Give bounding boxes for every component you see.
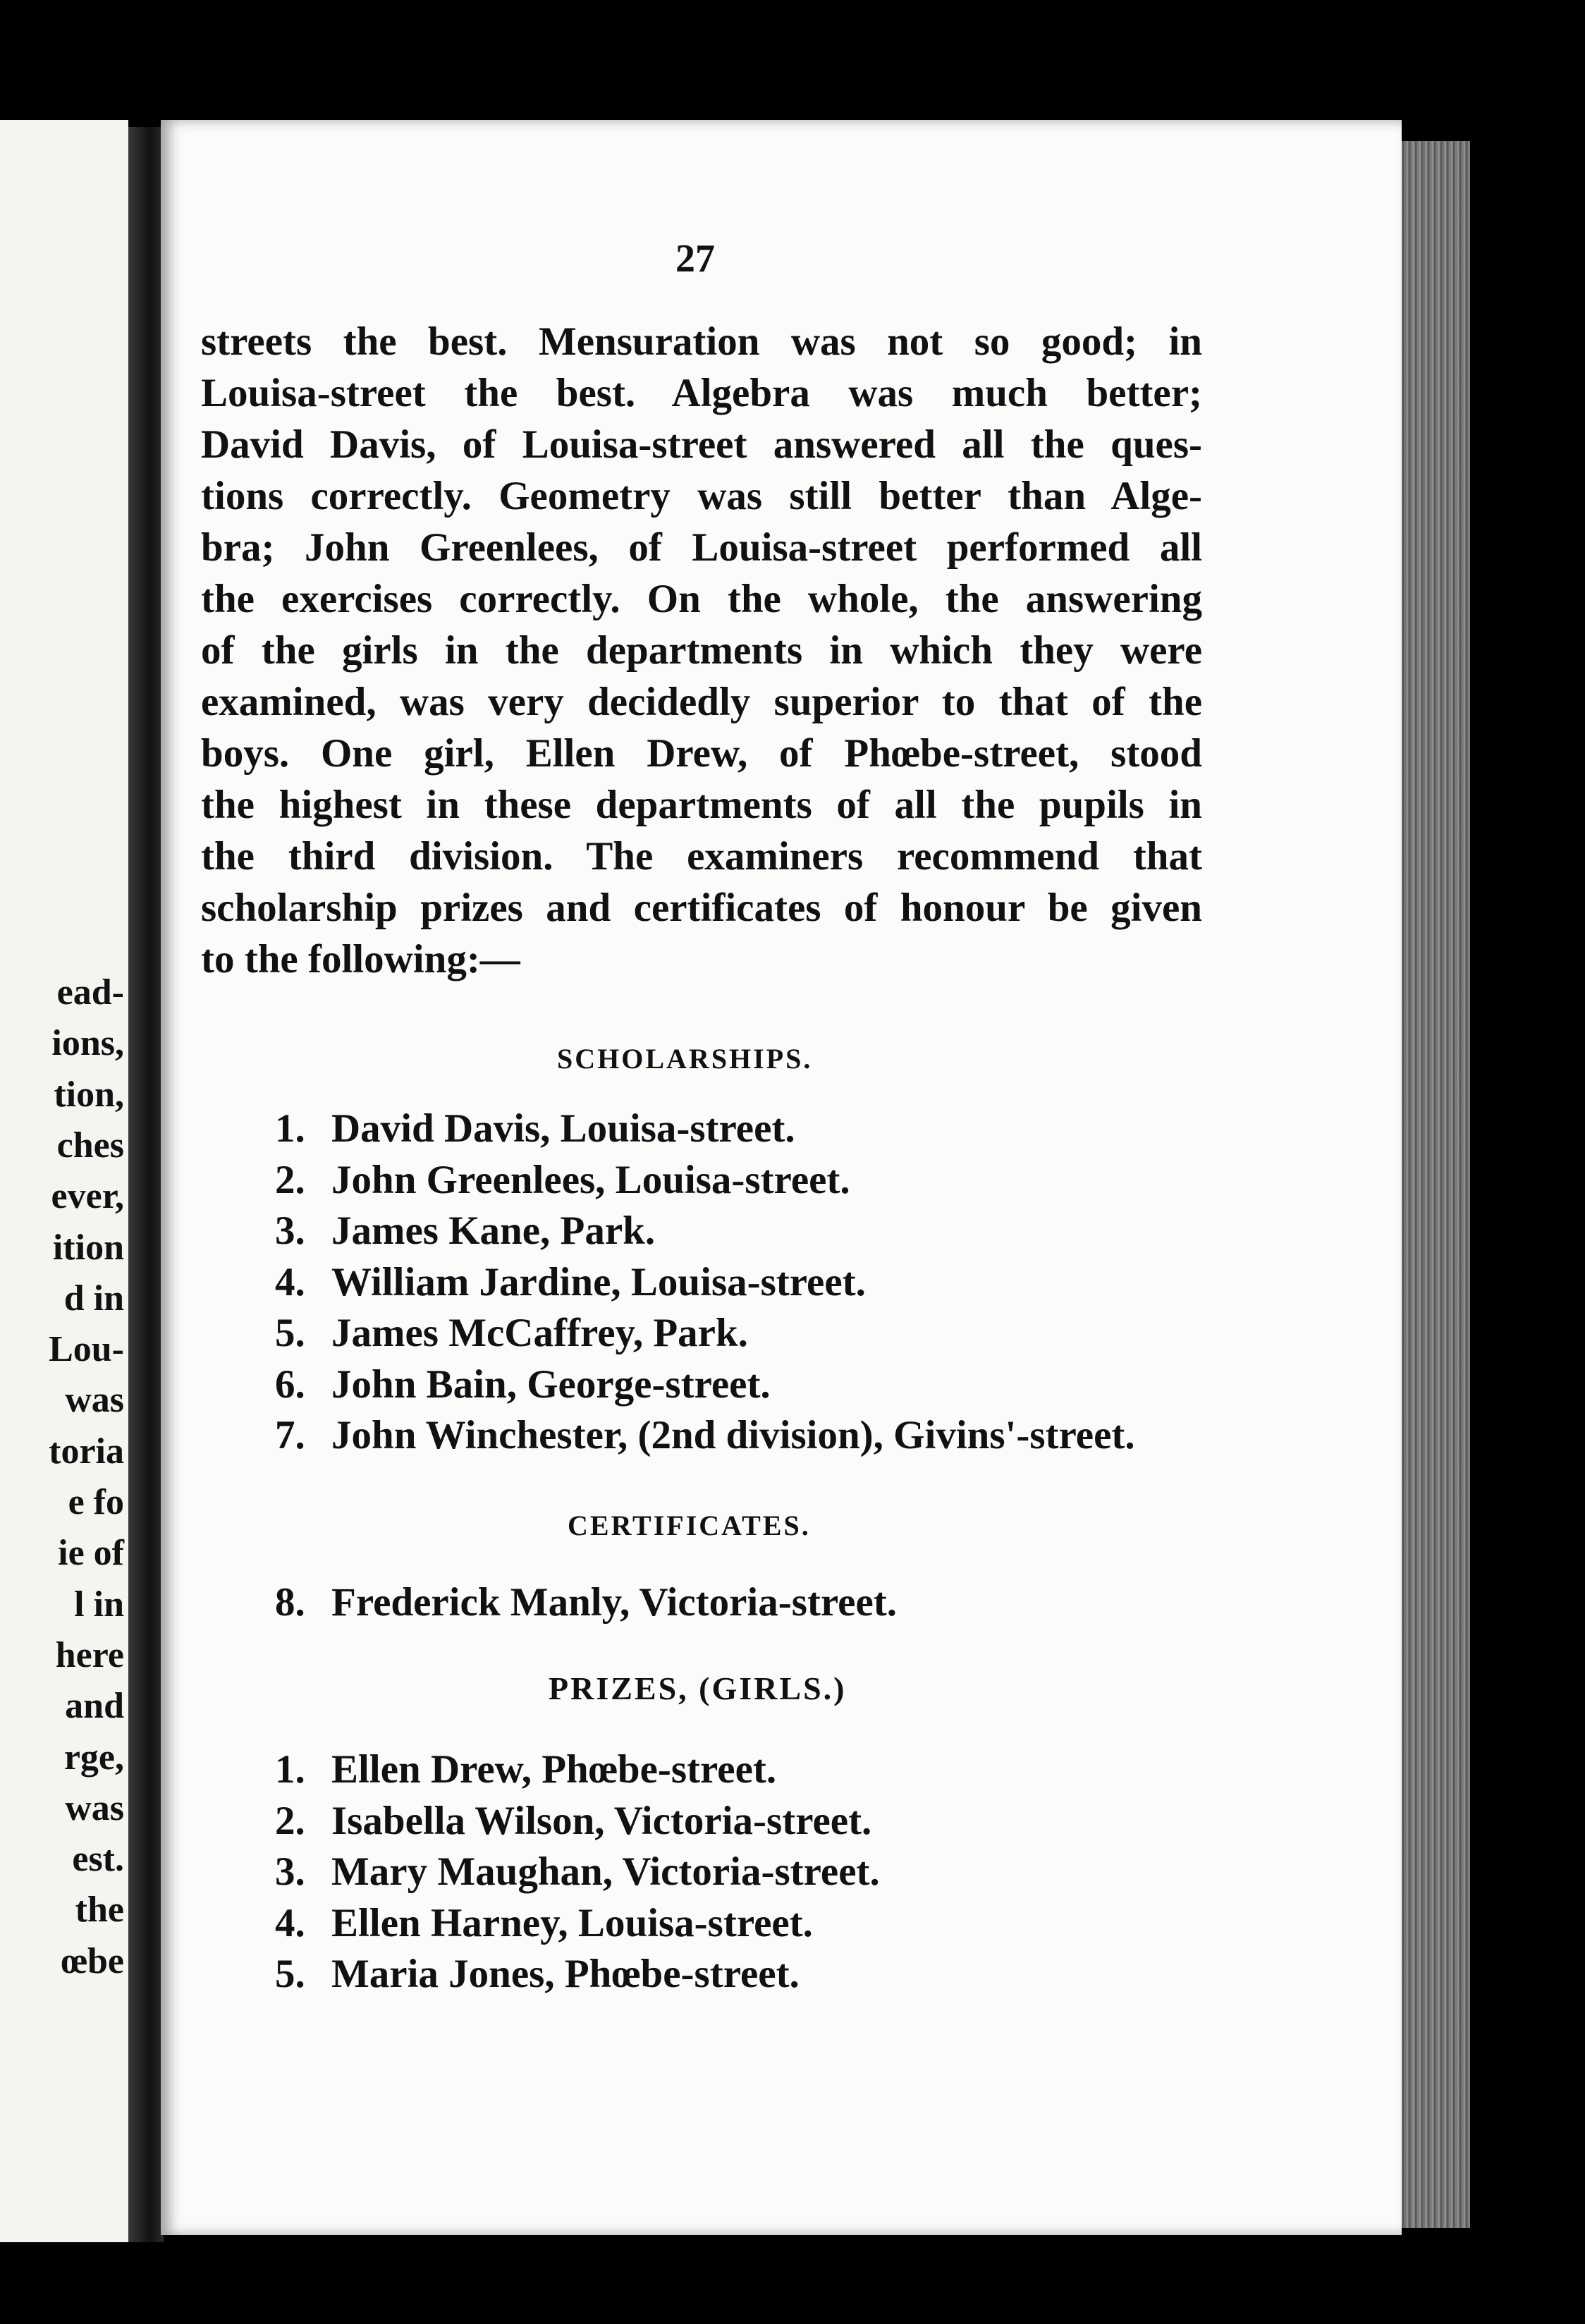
list-item (275, 1796, 1227, 1847)
item-text: David Davis, Louisa-street. (331, 1106, 795, 1151)
list-item (275, 1103, 1227, 1155)
item-number: 8. (275, 1580, 305, 1625)
page-number: 27 (675, 237, 715, 281)
left-page-line: ions, (51, 1023, 124, 1064)
list-item (275, 1308, 1227, 1359)
book-gutter (128, 127, 164, 2242)
item-text: Isabella Wilson, Victoria-street. (331, 1798, 872, 1843)
left-page-line: ition (52, 1227, 124, 1268)
body-line: the highest in these departments of all the pupils in (201, 783, 1202, 827)
list-item (275, 1577, 1227, 1629)
item-number: 5. (275, 1952, 305, 1996)
list-item (275, 1744, 1227, 1796)
body-line: examined, was very decidedly superior to that of the (201, 680, 1202, 724)
item-number: 3. (275, 1209, 305, 1253)
list-item (275, 1949, 1227, 2000)
body-line: bra; John Greenlees, of Louisa-street performed all (201, 525, 1202, 570)
left-page-line: œbe (61, 1940, 124, 1981)
page-edges (1393, 141, 1470, 2228)
item-text: Maria Jones, Phœbe-street. (331, 1952, 800, 1996)
left-page-line: Lou- (49, 1329, 124, 1370)
prizes-list (275, 1744, 1227, 2000)
item-number: 3. (275, 1849, 305, 1894)
body-line: Louisa-street the best. Algebra was much better; (201, 371, 1202, 415)
left-page-line: ead- (56, 972, 124, 1013)
body-line: the third division. The examiners recommend that (201, 834, 1202, 879)
left-page-line: here (55, 1634, 124, 1675)
item-text: John Greenlees, Louisa-street. (331, 1157, 850, 1202)
body-paragraph (201, 316, 1202, 985)
list-item (275, 1359, 1227, 1411)
item-number: 6. (275, 1362, 305, 1407)
body-line: streets the best. Mensuration was not so good; in (201, 319, 1202, 364)
left-page-line: the (75, 1890, 124, 1931)
left-page-line: ever, (51, 1176, 124, 1217)
body-line: to the following:— (201, 937, 520, 981)
left-page-line: was (65, 1380, 124, 1421)
body-line: of the girls in the departments in which they were (201, 628, 1202, 673)
body-line: boys. One girl, Ellen Drew, of Phœbe-street, stood (201, 731, 1202, 776)
left-page-line: d in (63, 1278, 124, 1319)
left-page-line: tion, (54, 1074, 124, 1115)
list-item (275, 1155, 1227, 1206)
list-item (275, 1898, 1227, 1950)
left-page-line: l in (74, 1584, 124, 1625)
item-text: Ellen Harney, Louisa-street. (331, 1900, 813, 1945)
item-text: William Jardine, Louisa-street. (331, 1259, 866, 1304)
list-item (275, 1847, 1227, 1898)
item-text: John Winchester, (2nd division), Givins'-street. (331, 1413, 1135, 1457)
left-page-line: e fo (68, 1482, 124, 1522)
left-page-line: rge, (63, 1737, 124, 1778)
item-text: Mary Maughan, Victoria-street. (331, 1849, 880, 1894)
item-number: 5. (275, 1311, 305, 1355)
item-number: 4. (275, 1259, 305, 1304)
item-number: 1. (275, 1106, 305, 1151)
item-number: 2. (275, 1798, 305, 1843)
scholarships-list (275, 1103, 1227, 1462)
prizes-heading: PRIZES, (GIRLS.) (549, 1670, 847, 1706)
item-text: John Bain, George-street. (331, 1362, 771, 1407)
item-text: Frederick Manly, Victoria-street. (331, 1580, 897, 1625)
item-text: James McCaffrey, Park. (331, 1311, 748, 1355)
scholarships-heading: SCHOLARSHIPS. (557, 1043, 813, 1075)
left-page-fragment (0, 120, 128, 2242)
certificates-list (275, 1577, 1227, 1629)
list-item (275, 1206, 1227, 1257)
list-item (275, 1257, 1227, 1309)
item-number: 4. (275, 1900, 305, 1945)
certificates-heading: CERTIFICATES. (568, 1510, 811, 1541)
left-page-line: ches (56, 1125, 124, 1166)
left-page-line: est. (72, 1839, 124, 1880)
list-item (275, 1410, 1227, 1462)
left-page-line: ie of (58, 1533, 124, 1574)
body-line: the exercises correctly. On the whole, the answering (201, 577, 1202, 621)
item-number: 2. (275, 1157, 305, 1202)
left-page-line: toria (49, 1431, 124, 1472)
left-page-line: and (65, 1686, 124, 1727)
body-line: David Davis, of Louisa-street answered all the ques- (201, 422, 1202, 467)
body-line: scholarship prizes and certificates of honour be given (201, 886, 1202, 930)
item-text: Ellen Drew, Phœbe-street. (331, 1747, 777, 1792)
body-line: tions correctly. Geometry was still better than Alge- (201, 474, 1202, 518)
item-number: 7. (275, 1413, 305, 1457)
left-page-line: was (65, 1787, 124, 1828)
item-number: 1. (275, 1747, 305, 1792)
item-text: James Kane, Park. (331, 1209, 656, 1253)
